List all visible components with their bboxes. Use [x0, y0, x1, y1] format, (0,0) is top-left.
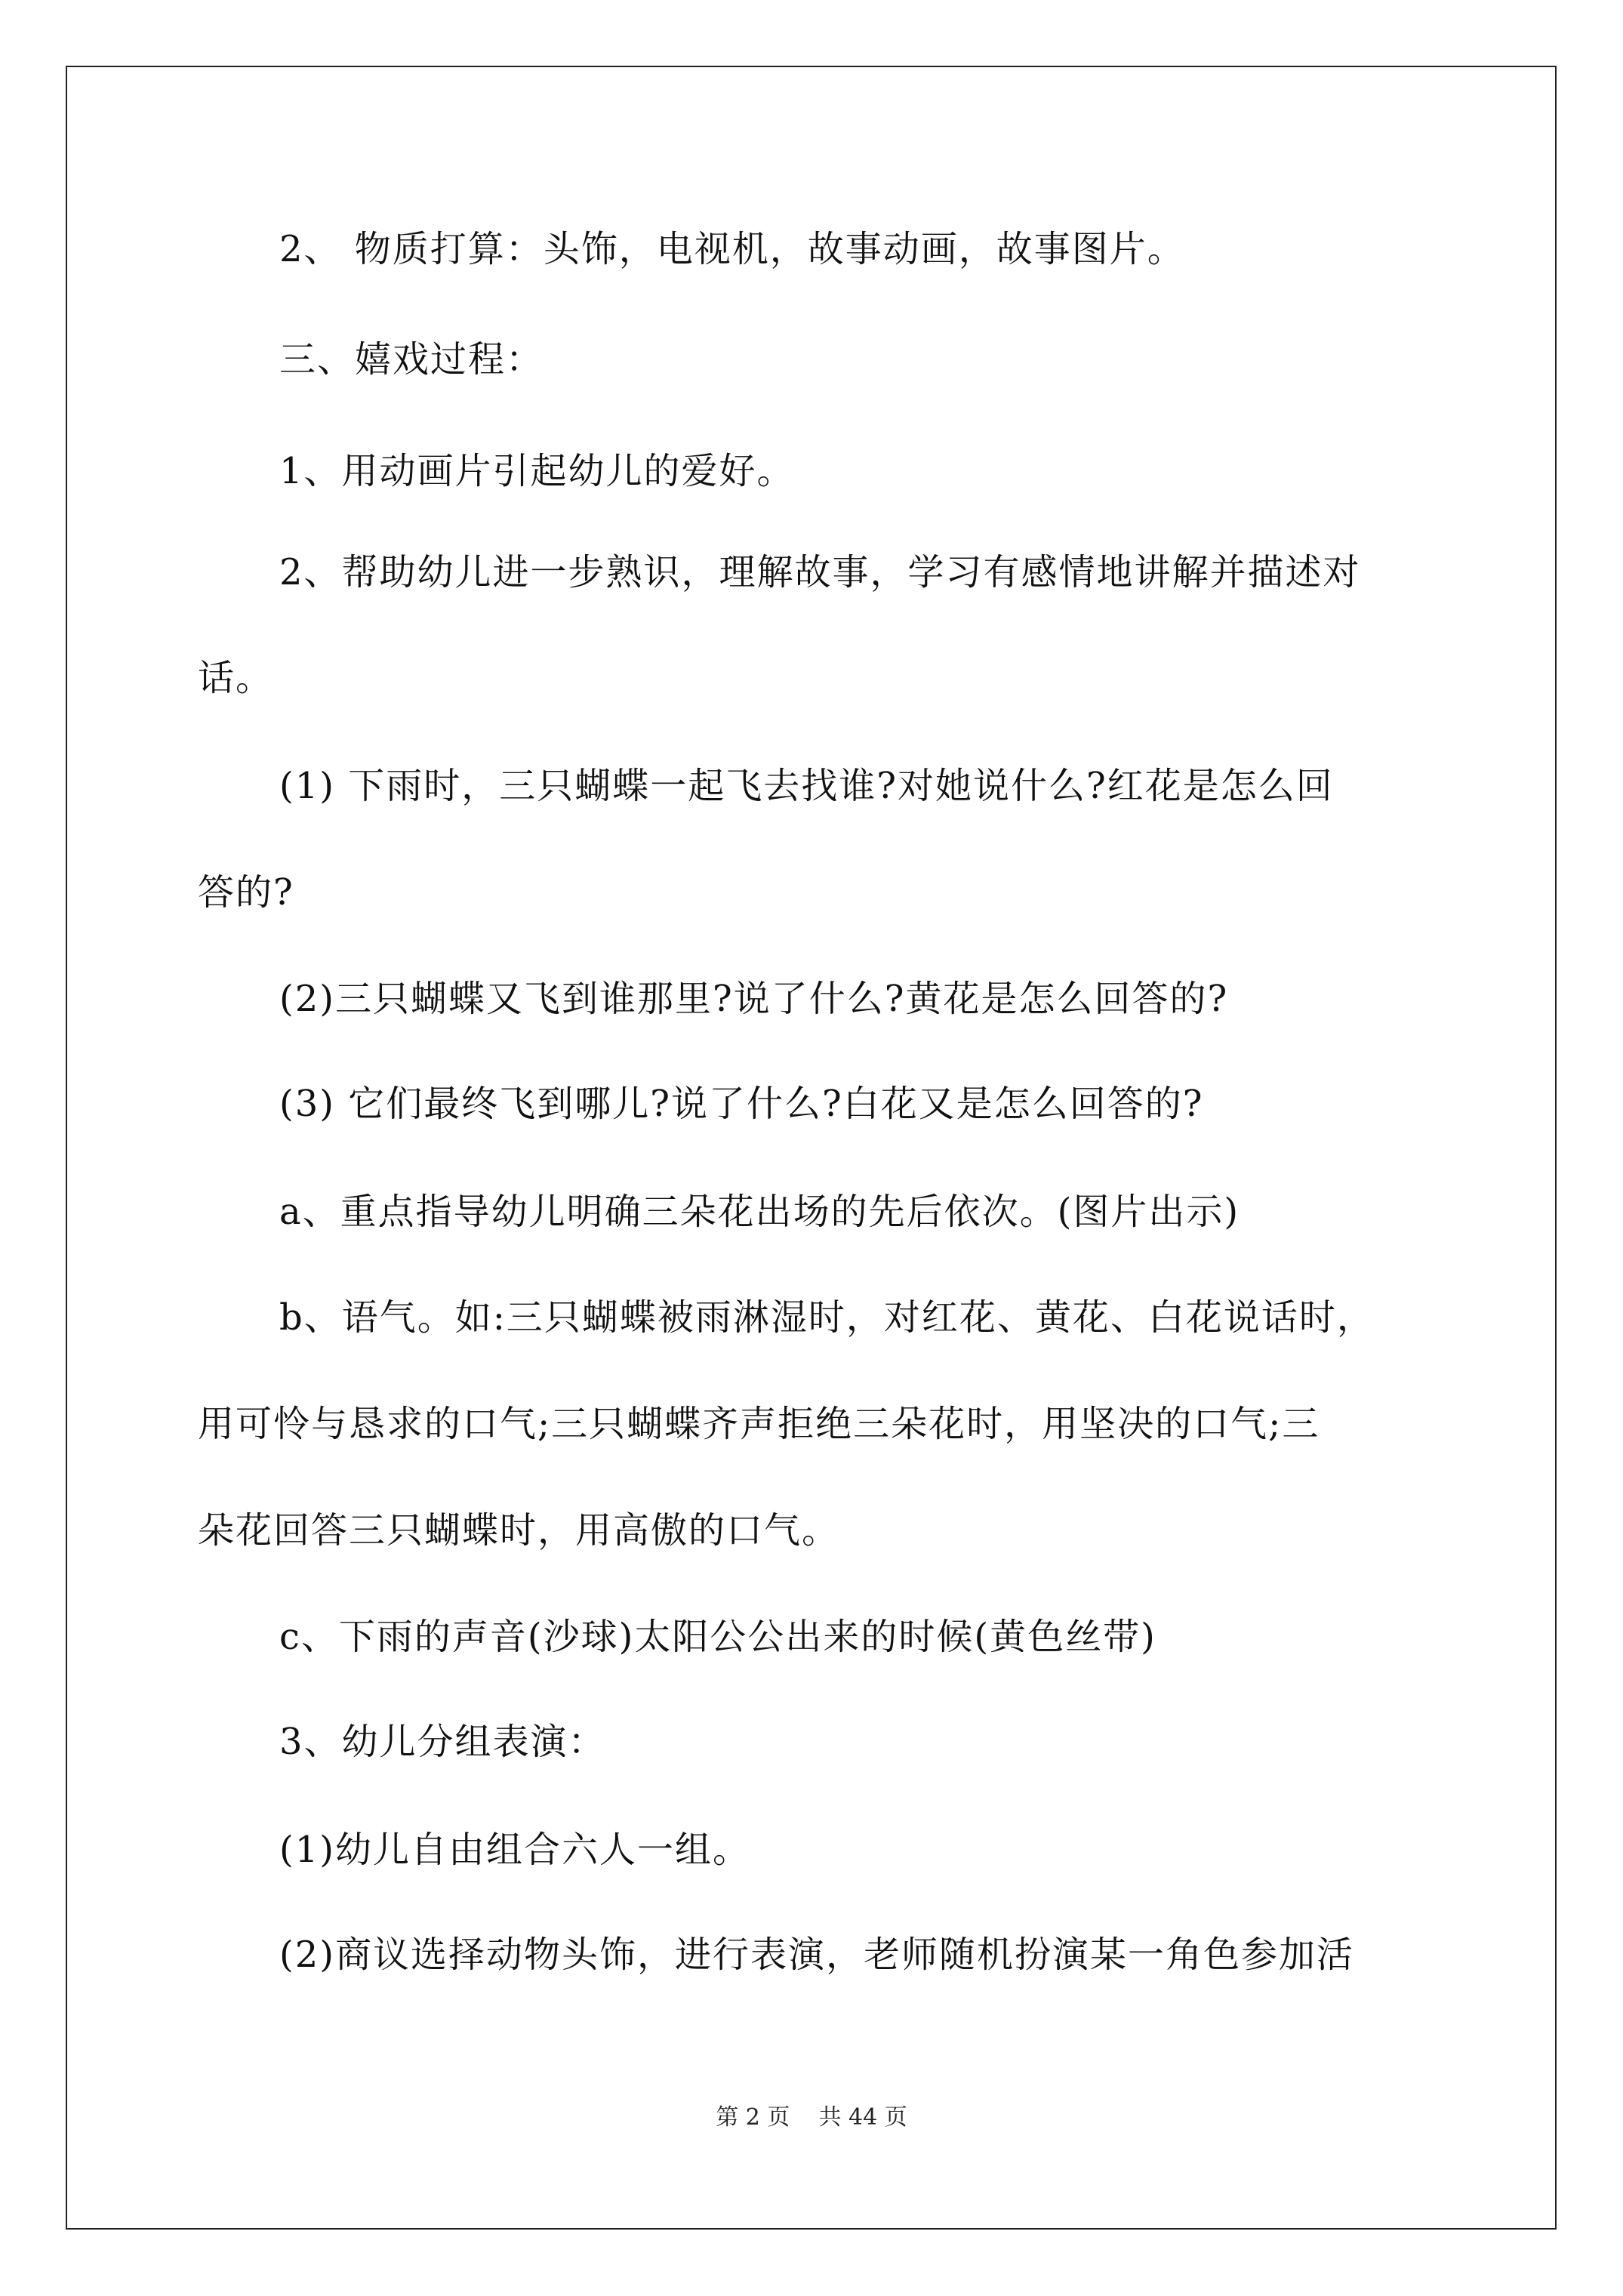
body-line: (2)三只蝴蝶又飞到谁那里?说了什么?黄花是怎么回答的? [279, 978, 1229, 1020]
page-border [66, 66, 1557, 2230]
body-line: 1、用动画片引起幼儿的爱好。 [279, 450, 795, 492]
page-number-footer: 第 2 页 共 44 页 [716, 2104, 907, 2131]
body-line: b、语气。如:三只蝴蝶被雨淋湿时，对红花、黄花、白花说话时， [279, 1296, 1375, 1339]
body-line: 3、幼儿分组表演： [279, 1721, 606, 1763]
body-line: 朵花回答三只蝴蝶时，用高傲的口气。 [198, 1509, 840, 1552]
body-line: (1)幼儿自由组合六人一组。 [279, 1829, 750, 1871]
body-line: 话。 [198, 657, 274, 699]
section-heading: 三、嬉戏过程： [279, 338, 544, 381]
body-line: c、下雨的声音(沙球)太阳公公出来的时候(黄色丝带) [279, 1616, 1156, 1658]
body-line: 2、 物质打算：头饰，电视机，故事动画，故事图片。 [279, 228, 1185, 270]
body-line: (2)商议选择动物头饰，进行表演，老师随机扮演某一角色参加活 [279, 1934, 1354, 1976]
body-line: 用可怜与恳求的口气;三只蝴蝶齐声拒绝三朵花时，用坚决的口气;三 [198, 1403, 1320, 1445]
body-line: a、重点指导幼儿明确三朵花出场的先后依次。(图片出示) [279, 1191, 1240, 1233]
body-line: (3) 它们最终飞到哪儿?说了什么?白花又是怎么回答的? [279, 1083, 1204, 1125]
body-line: 答的? [198, 871, 294, 914]
body-line: 2、帮助幼儿进一步熟识，理解故事，学习有感情地讲解并描述对 [279, 551, 1361, 593]
body-line: (1) 下雨时，三只蝴蝶一起飞去找谁?对她说什么?红花是怎么回 [279, 765, 1334, 807]
